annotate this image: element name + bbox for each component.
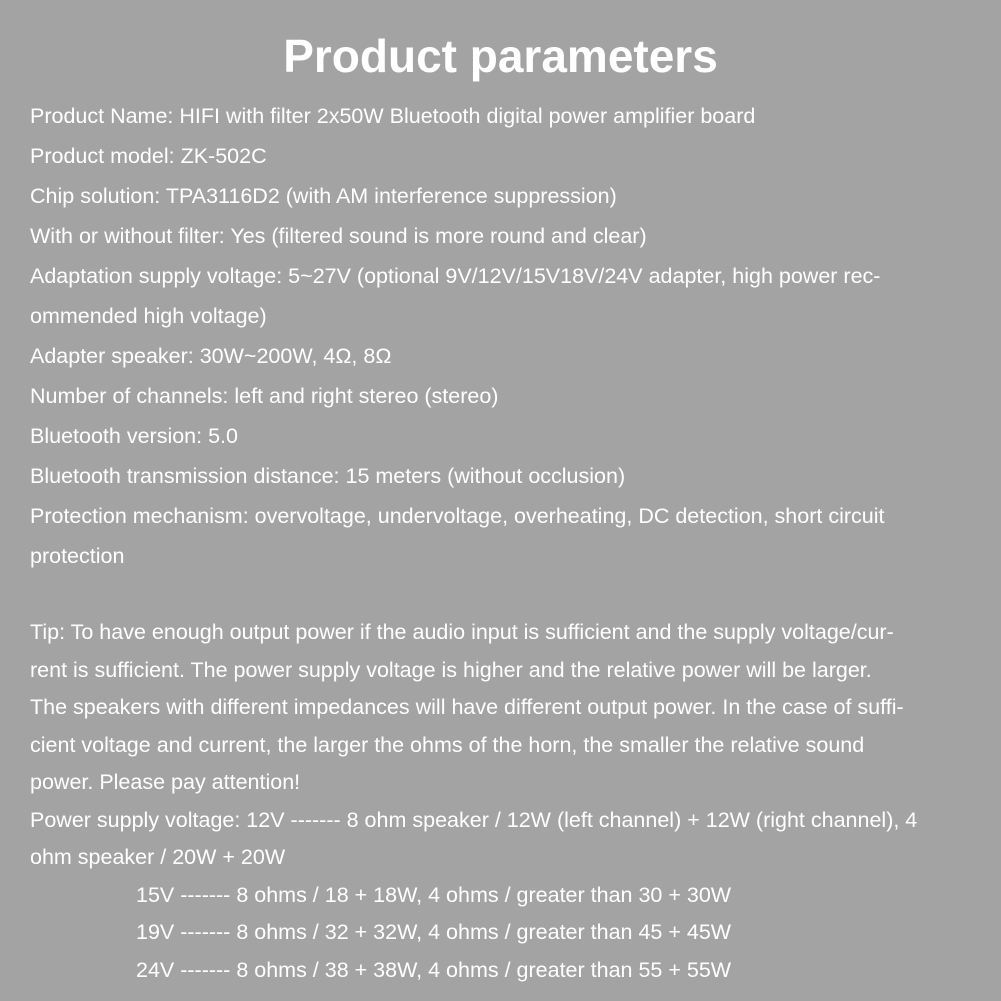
parameter-list [30,96,975,576]
param-product-model: Product model: ZK-502C [30,144,267,168]
param-protection-cont: protection [30,544,125,568]
param-supply-voltage: Adaptation supply voltage: 5~27V (optional 9V/12V/15V18V/24V adapter, high power rec- [30,264,881,288]
tip-section [30,614,975,989]
param-supply-voltage-cont: ommended high voltage) [30,304,267,328]
param-bluetooth-distance: Bluetooth transmission distance: 15 meters (without occlusion) [30,464,626,488]
param-protection: Protection mechanism: overvoltage, undervoltage, overheating, DC detection, short circuit [30,504,885,528]
tip-line: rent is sufficient. The power supply voltage is higher and the relative power will be larger. [30,657,872,682]
power-supply-line: Power supply voltage: 12V ------- 8 ohm speaker / 12W (left channel) + 12W (right channel), 4 [30,807,918,832]
param-bluetooth-version: Bluetooth version: 5.0 [30,424,238,448]
tip-line: power. Please pay attention! [30,770,301,794]
voltage-row-24v: 24V ------- 8 ohms / 38 + 38W, 4 ohms / greater than 55 + 55W [136,957,732,982]
param-adapter-speaker: Adapter speaker: 30W~200W, 4Ω, 8Ω [30,344,392,368]
param-channels: Number of channels: left and right stereo (stereo) [30,384,499,408]
page-title: Product parameters [283,30,718,82]
voltage-row-15v: 15V ------- 8 ohms / 18 + 18W, 4 ohms / greater than 30 + 30W [136,882,732,907]
tip-line: Tip: To have enough output power if the audio input is sufficient and the supply voltage/cur- [30,620,894,644]
tip-line: cient voltage and current, the larger the ohms of the horn, the smaller the relative sound [30,732,865,757]
power-supply-line: ohm speaker / 20W + 20W [30,845,286,869]
tip-line: The speakers with different impedances will have different output power. In the case of suffi- [30,695,904,719]
param-filter: With or without filter: Yes (filtered sound is more round and clear) [30,224,647,248]
voltage-row-19v: 19V ------- 8 ohms / 32 + 32W, 4 ohms / greater than 45 + 45W [136,920,732,944]
param-product-name: Product Name: HIFI with filter 2x50W Bluetooth digital power amplifier board [30,104,756,128]
param-chip-solution: Chip solution: TPA3116D2 (with AM interference suppression) [30,184,617,208]
